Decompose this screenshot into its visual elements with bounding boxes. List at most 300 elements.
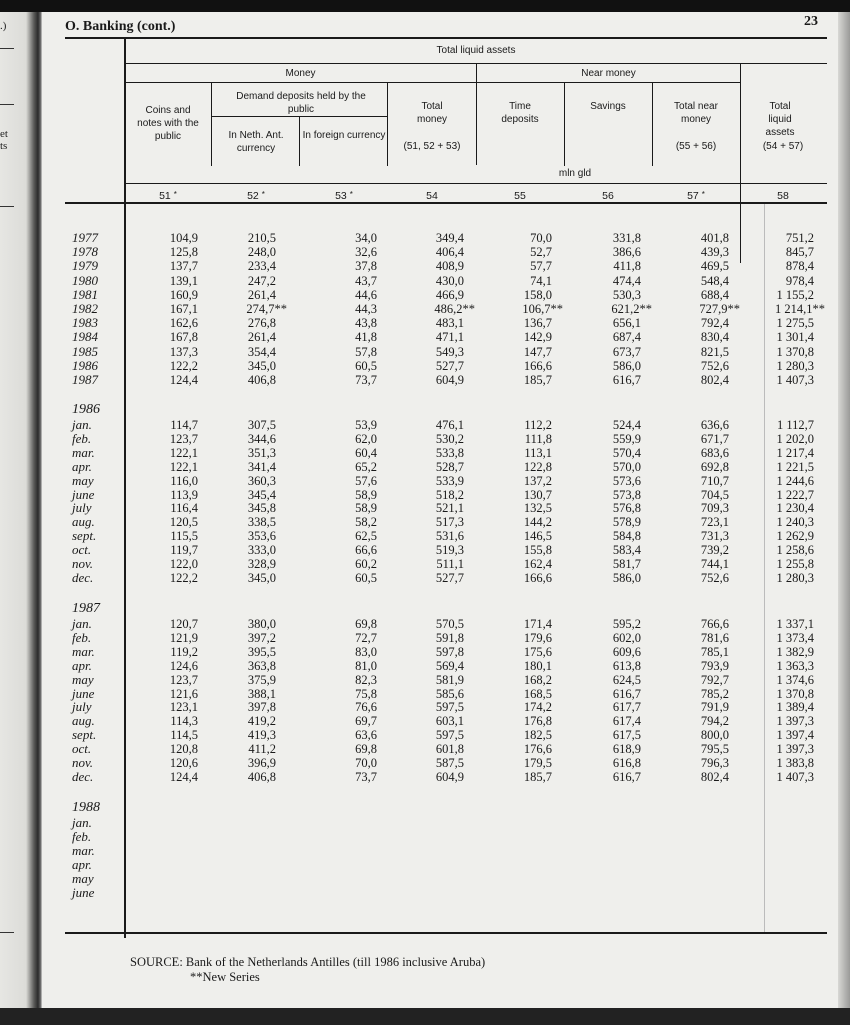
column-number-53 — [319, 190, 369, 202]
table-cell: 166,6 — [523, 358, 552, 373]
table-cell: 802,4 — [700, 373, 729, 387]
table-cell: 395,5 — [247, 644, 276, 659]
table-cell: 73,7 — [355, 373, 377, 387]
column-number-text: 58 — [777, 190, 789, 202]
table-cell: 430,0 — [435, 273, 464, 288]
table-cell: 1 363,3 — [776, 658, 814, 673]
table-cell: 576,8 — [612, 501, 641, 516]
table-cell: 122,2 — [169, 358, 198, 373]
table-cell: 276,8 — [247, 316, 276, 331]
row-label: 1980 — [72, 272, 98, 288]
row-label: nov. — [72, 556, 94, 571]
table-cell: 388,1 — [247, 686, 276, 701]
row-label: sept. — [72, 727, 97, 743]
row-label: feb. — [72, 430, 92, 446]
table-cell: 130,7 — [523, 487, 552, 502]
table-cell: 411,2 — [248, 742, 276, 757]
header-rule — [299, 116, 300, 166]
table-cell: 119,7 — [170, 543, 198, 558]
table-cell: 70,0 — [355, 756, 377, 770]
table-cell: 519,3 — [435, 543, 464, 558]
table-cell: 597,5 — [435, 728, 464, 743]
table-cell: 1 374,6 — [776, 672, 814, 687]
column-number-52 — [231, 190, 281, 202]
table-cell: 307,5 — [247, 418, 276, 432]
table-cell: 34,0 — [355, 231, 377, 245]
table-cell: 120,8 — [169, 742, 198, 757]
column-rule — [764, 204, 765, 934]
table-cell: 116,0 — [170, 473, 198, 488]
table-cell: 618,9 — [612, 742, 641, 757]
table-cell: 162,4 — [523, 557, 552, 571]
table-cell: 709,3 — [700, 501, 729, 516]
table-cell: 124,4 — [169, 769, 198, 784]
table-cell: 116,4 — [170, 501, 198, 516]
column-number-56 — [583, 190, 633, 202]
table-cell: 673,7 — [612, 344, 641, 359]
table-cell: 586,0 — [612, 358, 641, 373]
table-cell: 878,4 — [785, 259, 814, 274]
table-cell: 792,7 — [700, 672, 729, 687]
row-label: 1987 — [72, 372, 98, 387]
table-cell: 604,9 — [435, 373, 464, 387]
prev-page-rule — [0, 932, 14, 933]
table-cell: 406,8 — [247, 769, 276, 784]
table-cell: 60,2 — [355, 557, 377, 571]
table-cell: 69,7 — [355, 714, 377, 729]
table-cell: 360,3 — [247, 473, 276, 488]
table-cell: 1 155,2 — [776, 287, 814, 302]
table-cell: 112,2 — [524, 418, 552, 432]
table-cell: 44,3 — [355, 302, 377, 316]
column-number-57 — [671, 190, 721, 202]
header-col-56: Savings — [590, 101, 626, 112]
row-label: mar. — [72, 643, 95, 659]
table-cell: 1 301,4 — [776, 330, 814, 345]
table-cell: 43,7 — [355, 273, 377, 288]
table-cell: 601,8 — [435, 742, 464, 757]
table-cell: 1 373,4 — [776, 630, 814, 645]
table-cell: 180,1 — [523, 658, 552, 673]
table-cell: 397,8 — [247, 700, 276, 715]
table-cell: 1 275,5 — [776, 316, 814, 331]
table-cell: 124,6 — [169, 658, 198, 673]
table-cell: 185,7 — [523, 373, 552, 387]
table-cell: 1 112,7 — [776, 418, 814, 432]
table-cell: 469,5 — [700, 259, 729, 274]
table-cell: 419,3 — [247, 728, 276, 743]
table-cell: 533,8 — [435, 445, 464, 460]
row-label: 1985 — [72, 343, 98, 359]
table-cell: 751,2 — [785, 231, 814, 245]
table-cell: 146,5 — [523, 529, 552, 544]
table-cell: 1 262,9 — [776, 529, 814, 544]
prev-page-fragment: ts — [0, 140, 8, 152]
table-cell: 175,6 — [523, 644, 552, 659]
row-label: june — [72, 884, 95, 900]
table-cell: 752,6 — [700, 570, 729, 585]
table-cell: 793,9 — [700, 658, 729, 673]
row-label: oct. — [72, 542, 92, 558]
table-cell: 74,1 — [530, 273, 552, 288]
table-cell: 123,1 — [169, 700, 198, 715]
table-cell: 261,4 — [247, 287, 276, 302]
row-label: mar. — [72, 444, 95, 460]
table-cell: 162,6 — [169, 316, 198, 331]
row-label: jan. — [72, 815, 92, 830]
table-cell: 176,8 — [523, 714, 552, 729]
table-cell: 731,3 — [700, 529, 729, 544]
table-cell: 62,0 — [355, 431, 377, 446]
table-cell: 114,5 — [170, 728, 198, 743]
table-cell: 802,4 — [700, 769, 729, 784]
table-cell: 66,6 — [355, 543, 377, 558]
table-cell: 581,7 — [612, 557, 641, 571]
table-cell: 104,9 — [169, 231, 198, 245]
row-label: 1982 — [72, 301, 98, 316]
table-cell: 692,8 — [700, 459, 729, 474]
table-cell: 584,8 — [612, 529, 641, 544]
table-cell: 166,6 — [523, 570, 552, 585]
row-label: june — [72, 486, 95, 502]
table-cell: 354,4 — [247, 344, 276, 359]
table-cell: 530,3 — [612, 287, 641, 302]
table-cell: 704,5 — [700, 487, 729, 502]
header-rule — [564, 82, 565, 166]
table-cell: 1 407,3 — [776, 373, 814, 387]
table-cell: 583,4 — [612, 543, 641, 558]
header-rule — [125, 82, 740, 83]
table-cell: 349,4 — [435, 231, 464, 245]
table-cell: 617,5 — [612, 728, 641, 743]
table-cell: 723,1 — [700, 515, 729, 530]
table-cell: 247,2 — [247, 273, 276, 288]
page-number: 23 — [804, 14, 818, 29]
table-cell: 132,5 — [523, 501, 552, 516]
column-number-51 — [143, 190, 193, 202]
table-cell: 548,4 — [700, 273, 729, 288]
table-cell: 559,9 — [612, 431, 641, 446]
table-cell: 518,2 — [435, 487, 464, 502]
table-cell: 1 397,4 — [776, 728, 814, 743]
table-cell: 595,2 — [612, 617, 641, 631]
table-cell: 578,9 — [612, 515, 641, 530]
row-label: june — [72, 685, 95, 701]
table-cell: 597,5 — [435, 700, 464, 715]
table-cell: 122,8 — [523, 459, 552, 474]
table-cell: 73,7 — [355, 769, 377, 784]
table-cell: 671,7 — [700, 431, 729, 446]
table-cell: 155,8 — [523, 543, 552, 558]
table-cell: 1 397,3 — [776, 742, 814, 757]
table-cell: 139,1 — [169, 273, 198, 288]
header-col-55: Time deposits — [501, 101, 539, 125]
block-year-heading: 1987 — [72, 601, 100, 616]
header-near-money: Near money — [581, 68, 636, 79]
column-number-text: 56 — [602, 190, 614, 202]
table-cell: 76,6 — [355, 700, 377, 715]
table-cell: 573,6 — [612, 473, 641, 488]
column-number-text: 57 — [687, 190, 699, 202]
table-cell: 142,9 — [523, 330, 552, 345]
header-col-52: In Neth. Ant. currency — [228, 130, 284, 154]
table-cell: 43,8 — [355, 316, 377, 331]
table-cell: 569,4 — [435, 658, 464, 673]
table-cell: 106,7** — [522, 302, 563, 316]
table-cell: 344,6 — [247, 431, 276, 446]
table-cell: 1 230,4 — [776, 501, 814, 516]
table-cell: 1 382,9 — [776, 644, 814, 659]
column-number-58 — [758, 190, 808, 202]
row-label: apr. — [72, 856, 92, 872]
header-rule — [387, 82, 388, 166]
table-cell: 613,8 — [612, 658, 641, 673]
table-cell: 75,8 — [355, 686, 377, 701]
table-cell: 137,2 — [523, 473, 552, 488]
scan-top-border — [0, 0, 850, 12]
table-cell: 380,0 — [247, 617, 276, 631]
column-number-55 — [495, 190, 545, 202]
row-label: 1984 — [72, 329, 98, 345]
table-cell: 617,7 — [612, 700, 641, 715]
table-cell: 419,2 — [247, 714, 276, 729]
table-cell: 182,5 — [523, 728, 552, 743]
table-cell: 616,8 — [612, 756, 641, 770]
table-cell: 248,0 — [247, 245, 276, 260]
table-cell: 32,6 — [355, 245, 377, 260]
table-cell: 1 337,1 — [776, 617, 814, 631]
table-cell: 121,9 — [169, 630, 198, 645]
table-cell: 533,9 — [435, 473, 464, 488]
table-cell: 60,5 — [355, 358, 377, 373]
column-number-text: 53 — [335, 190, 347, 202]
table-cell: 656,1 — [612, 316, 641, 331]
table-cell: 585,6 — [435, 686, 464, 701]
table-cell: 158,0 — [523, 287, 552, 302]
row-label: 1979 — [72, 258, 98, 274]
table-cell: 616,7 — [612, 686, 641, 701]
table-cell: 587,5 — [435, 756, 464, 770]
table-cell: 210,5 — [247, 231, 276, 245]
table-cell: 830,4 — [700, 330, 729, 345]
table-cell: 70,0 — [530, 231, 552, 245]
header-col-54-formula: (51, 52 + 53) — [403, 141, 461, 152]
row-label: 1981 — [72, 286, 98, 302]
table-cell: 82,3 — [355, 672, 377, 687]
table-cell: 37,8 — [355, 259, 377, 274]
table-cell: 57,8 — [355, 344, 377, 359]
row-label: may — [72, 671, 94, 687]
header-col-53: In foreign currency — [302, 130, 386, 141]
table-cell: 528,7 — [435, 459, 464, 474]
table-cell: 1 407,3 — [776, 769, 814, 784]
table-cell: 136,7 — [523, 316, 552, 331]
table-cell: 375,9 — [247, 672, 276, 687]
unit-label — [125, 167, 825, 180]
table-cell: 1 389,4 — [776, 700, 814, 715]
table-cell: 123,7 — [169, 672, 198, 687]
table-cell: 1 214,1** — [775, 302, 825, 316]
header-col-51: Coins and notes with the public — [137, 105, 199, 142]
table-cell: 406,4 — [435, 245, 464, 260]
table-cell: 1 383,8 — [776, 756, 814, 770]
table-cell: 171,4 — [523, 617, 552, 631]
table-cell: 1 244,6 — [776, 473, 814, 488]
table-cell: 58,2 — [355, 515, 377, 530]
table-cell: 710,7 — [700, 473, 729, 488]
table-cell: 179,6 — [523, 630, 552, 645]
source-note: SOURCE: Bank of the Netherlands Antilles (till 1986 inclusive Aruba) — [130, 955, 486, 969]
table-cell: 591,8 — [435, 630, 464, 645]
table-cell: 573,8 — [612, 487, 641, 502]
prev-page-rule — [0, 48, 14, 49]
prev-page-fragment: .) — [0, 20, 7, 32]
table-cell: 624,5 — [612, 672, 641, 687]
table-cell: 766,6 — [700, 617, 729, 631]
table-cell: 401,8 — [700, 231, 729, 245]
prev-page-fragment: et — [0, 128, 8, 140]
table-cell: 602,0 — [612, 630, 641, 645]
table-cell: 122,2 — [169, 570, 198, 585]
table-cell: 466,9 — [435, 287, 464, 302]
row-label: may — [72, 870, 94, 886]
row-label: aug. — [72, 713, 95, 729]
table-cell: 113,9 — [170, 487, 198, 502]
table-cell: 1 258,6 — [776, 543, 814, 558]
table-cell: 800,0 — [700, 728, 729, 743]
header-money: Money — [285, 68, 316, 79]
block-year-heading: 1988 — [72, 800, 100, 815]
table-cell: 345,4 — [247, 487, 276, 502]
table-cell: 603,1 — [435, 714, 464, 729]
table-cell: 781,6 — [700, 630, 729, 645]
row-label: feb. — [72, 629, 92, 645]
row-label: 1983 — [72, 315, 98, 331]
row-label: may — [72, 472, 94, 488]
table-cell: 1 397,3 — [776, 714, 814, 729]
table-cell: 978,4 — [785, 273, 814, 288]
header-col-57-formula: (55 + 56) — [675, 141, 717, 152]
column-number-text: 54 — [426, 190, 438, 202]
unit-rule — [125, 183, 827, 184]
table-cell: 113,1 — [524, 445, 552, 460]
table-cell: 83,0 — [355, 644, 377, 659]
row-label: mar. — [72, 842, 95, 858]
table-cell: 60,5 — [355, 570, 377, 585]
row-label: sept. — [72, 528, 97, 544]
column-number-mark: * — [261, 190, 265, 199]
table-cell: 125,8 — [169, 245, 198, 260]
header-demand-deposits: Demand deposits held by the public — [236, 91, 366, 115]
table-cell: 785,1 — [700, 644, 729, 659]
table-cell: 41,8 — [355, 330, 377, 345]
table-cell: 616,7 — [612, 373, 641, 387]
table-cell: 411,8 — [613, 259, 641, 274]
table-cell: 328,9 — [247, 557, 276, 571]
row-label: dec. — [72, 768, 94, 784]
table-cell: 167,8 — [169, 330, 198, 345]
table-cell: 147,7 — [523, 344, 552, 359]
table-cell: 1 280,3 — [776, 358, 814, 373]
table-cell: 233,4 — [247, 259, 276, 274]
table-cell: 57,7 — [530, 259, 552, 274]
table-cell: 63,6 — [355, 728, 377, 743]
table-cell: 527,7 — [435, 358, 464, 373]
new-series-note: **New Series — [190, 970, 260, 984]
table-cell: 474,4 — [612, 273, 641, 288]
prev-page-rule — [0, 104, 14, 105]
row-label: 1977 — [72, 230, 98, 245]
table-cell: 144,2 — [523, 515, 552, 530]
table-cell: 122,1 — [169, 459, 198, 474]
table-cell: 121,6 — [169, 686, 198, 701]
table-cell: 609,6 — [612, 644, 641, 659]
table-cell: 744,1 — [700, 557, 729, 571]
column-number-54 — [407, 190, 457, 202]
table-cell: 58,9 — [355, 501, 377, 516]
table-cell: 471,1 — [435, 330, 464, 345]
table-cell: 58,9 — [355, 487, 377, 502]
table-cell: 72,7 — [355, 630, 377, 645]
table-cell: 1 280,3 — [776, 570, 814, 585]
table-cell: 44,6 — [355, 287, 377, 302]
header-col-54: Total money — [416, 101, 447, 125]
table-cell: 688,4 — [700, 287, 729, 302]
table-cell: 160,9 — [169, 287, 198, 302]
table-cell: 845,7 — [785, 245, 814, 260]
table-cell: 69,8 — [355, 742, 377, 757]
table-cell: 345,0 — [247, 358, 276, 373]
table-cell: 636,6 — [700, 418, 729, 432]
table-cell: 524,4 — [612, 418, 641, 432]
table-cell: 179,5 — [523, 756, 552, 770]
table-cell: 114,7 — [170, 418, 198, 432]
table-cell: 621,2** — [611, 302, 652, 316]
table-bottom-rule — [65, 932, 827, 934]
table-cell: 821,5 — [700, 344, 729, 359]
table-cell: 137,3 — [169, 344, 198, 359]
row-label: feb. — [72, 828, 92, 844]
table-cell: 531,6 — [435, 529, 464, 544]
table-cell: 521,1 — [435, 501, 464, 516]
table-cell: 617,4 — [612, 714, 641, 729]
column-number-text: 52 — [247, 190, 259, 202]
page-edge — [838, 12, 850, 1008]
table-cell: 752,6 — [700, 358, 729, 373]
table-cell: 57,6 — [355, 473, 377, 488]
table-cell: 483,1 — [435, 316, 464, 331]
table-cell: 363,8 — [247, 658, 276, 673]
table-cell: 1 222,7 — [776, 487, 814, 502]
table-cell: 570,5 — [435, 617, 464, 631]
table-cell: 406,8 — [247, 373, 276, 387]
table-cell: 570,0 — [612, 459, 641, 474]
table-cell: 333,0 — [247, 543, 276, 558]
table-cell: 274,7** — [246, 302, 287, 316]
section-title: O. Banking (cont.) — [65, 19, 176, 34]
table-cell: 517,3 — [435, 515, 464, 530]
header-total-liquid-assets: Total liquid assets — [436, 45, 516, 56]
row-label: jan. — [72, 616, 92, 631]
header-col-58: Total liquid assets — [765, 101, 795, 138]
header-col-58-formula: (54 + 57) — [762, 141, 804, 152]
header-rule — [211, 82, 212, 166]
table-cell: 114,3 — [170, 714, 198, 729]
table-cell: 123,7 — [169, 431, 198, 446]
column-number-text: 55 — [514, 190, 526, 202]
row-label: apr. — [72, 458, 92, 474]
table-cell: 581,9 — [435, 672, 464, 687]
